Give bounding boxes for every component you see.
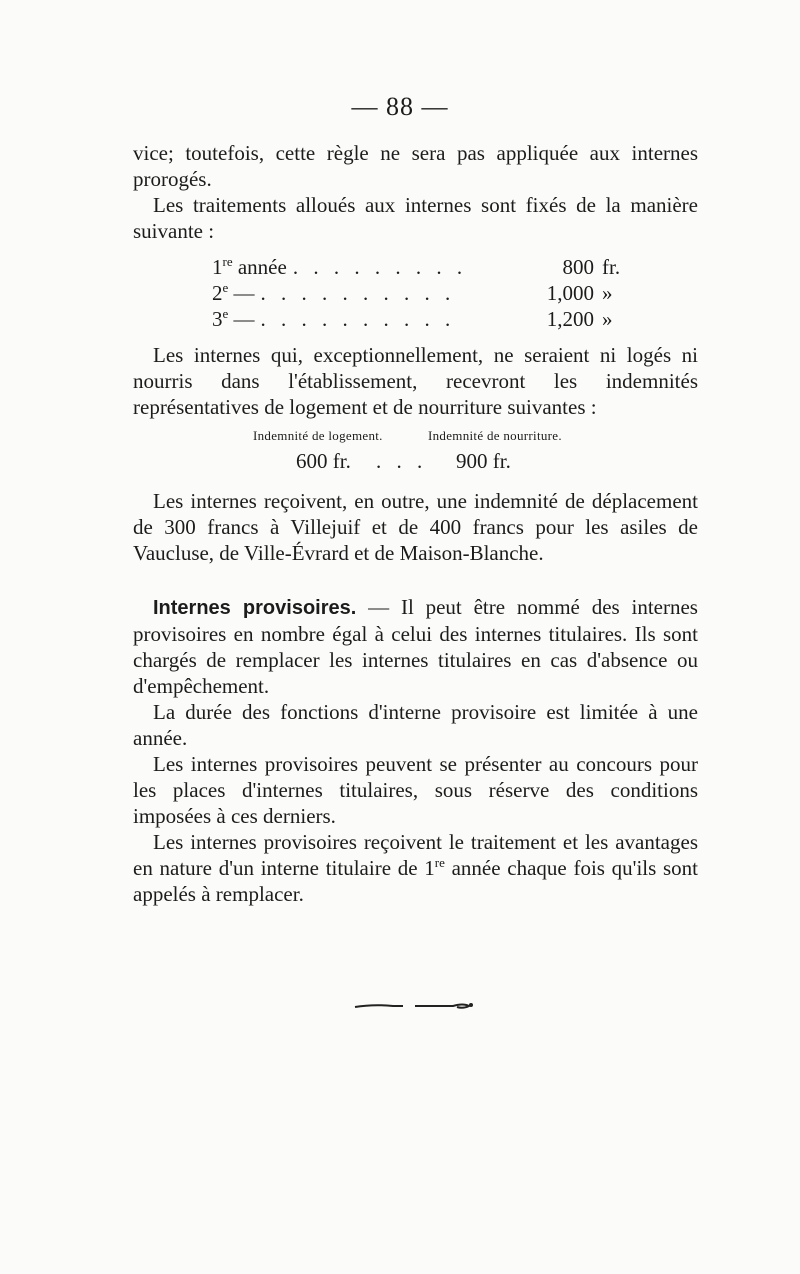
text-block-lodging (133, 342, 698, 420)
food-indemnity-label: Indemnité de nourriture. (428, 428, 562, 443)
indemnity-headings (253, 428, 603, 444)
paragraph-lodging: Les internes qui, exceptionnellement, ne seraient ni logés ni nourris dans l'établissement, recevront les indemnités représentatives de logement et de nourriture suivantes : (133, 343, 698, 419)
salary-amount: 800 (562, 255, 594, 279)
salary-unit: » (602, 307, 613, 331)
paragraph-travel: Les internes reçoivent, en outre, une indemnité de déplacement de 300 francs à Villejuif et de 400 francs pour les asiles de Vaucluse, de Ville-Évrard et de Maison-Blanche. (133, 489, 698, 565)
leader-dots: . . . (376, 449, 428, 473)
leader-dots: . . . . . . . . . (292, 255, 468, 279)
ornament-divider-icon (353, 1000, 478, 1012)
paragraph-salaries-intro: Les traitements alloués aux internes sont fixés de la manière suivante : (133, 193, 698, 243)
indemnity-values (296, 449, 556, 474)
leader-dots: . . . . . . . . . . (260, 307, 456, 331)
paragraph-duration: La durée des fonctions d'interne provisoire est limitée à une année. (133, 700, 698, 750)
salary-unit: » (602, 281, 613, 305)
salary-row (212, 254, 632, 280)
text-block-section (133, 594, 698, 907)
salary-amount: 1,000 (546, 281, 594, 305)
section-heading: Internes provisoires. (153, 597, 357, 619)
housing-indemnity-label: Indemnité de logement. (253, 428, 383, 443)
salary-unit: fr. (602, 255, 621, 279)
salary-row (212, 306, 632, 332)
salary-year-label: 2e — (212, 280, 255, 305)
text-block-top (133, 140, 698, 244)
paragraph-continuation: vice; toutefois, cette règle ne sera pas appliquée aux internes prorogés. (133, 141, 698, 191)
salary-year-label: 1re année (212, 254, 287, 279)
paragraph-section-intro: Internes provisoires. — Il peut être nommé des internes provisoires en nombre égal à celui des internes titulaires. Ils sont chargés de remplacer les internes titulaires en cas d'absence ou d'empêchement. (133, 595, 698, 698)
paragraph-competition: Les internes provisoires peuvent se présenter au concours pour les places d'internes titulaires, sous réserve des conditions imposées à ces derniers. (133, 752, 698, 828)
salary-year-label: 3e — (212, 306, 255, 331)
salary-table (212, 254, 632, 332)
salary-amount: 1,200 (546, 307, 594, 331)
page-number: — 88 — (351, 92, 449, 121)
leader-dots: . . . . . . . . . . (260, 281, 456, 305)
paragraph-remuneration: Les internes provisoires reçoivent le traitement et les avantages en nature d'un interne titulaire de 1re année chaque fois qu'ils sont appelés à remplacer. (133, 830, 698, 906)
food-indemnity-value: 900 fr. (456, 449, 511, 473)
text-block-travel (133, 488, 698, 566)
salary-row (212, 280, 632, 306)
housing-indemnity-value: 600 fr. (296, 449, 351, 473)
